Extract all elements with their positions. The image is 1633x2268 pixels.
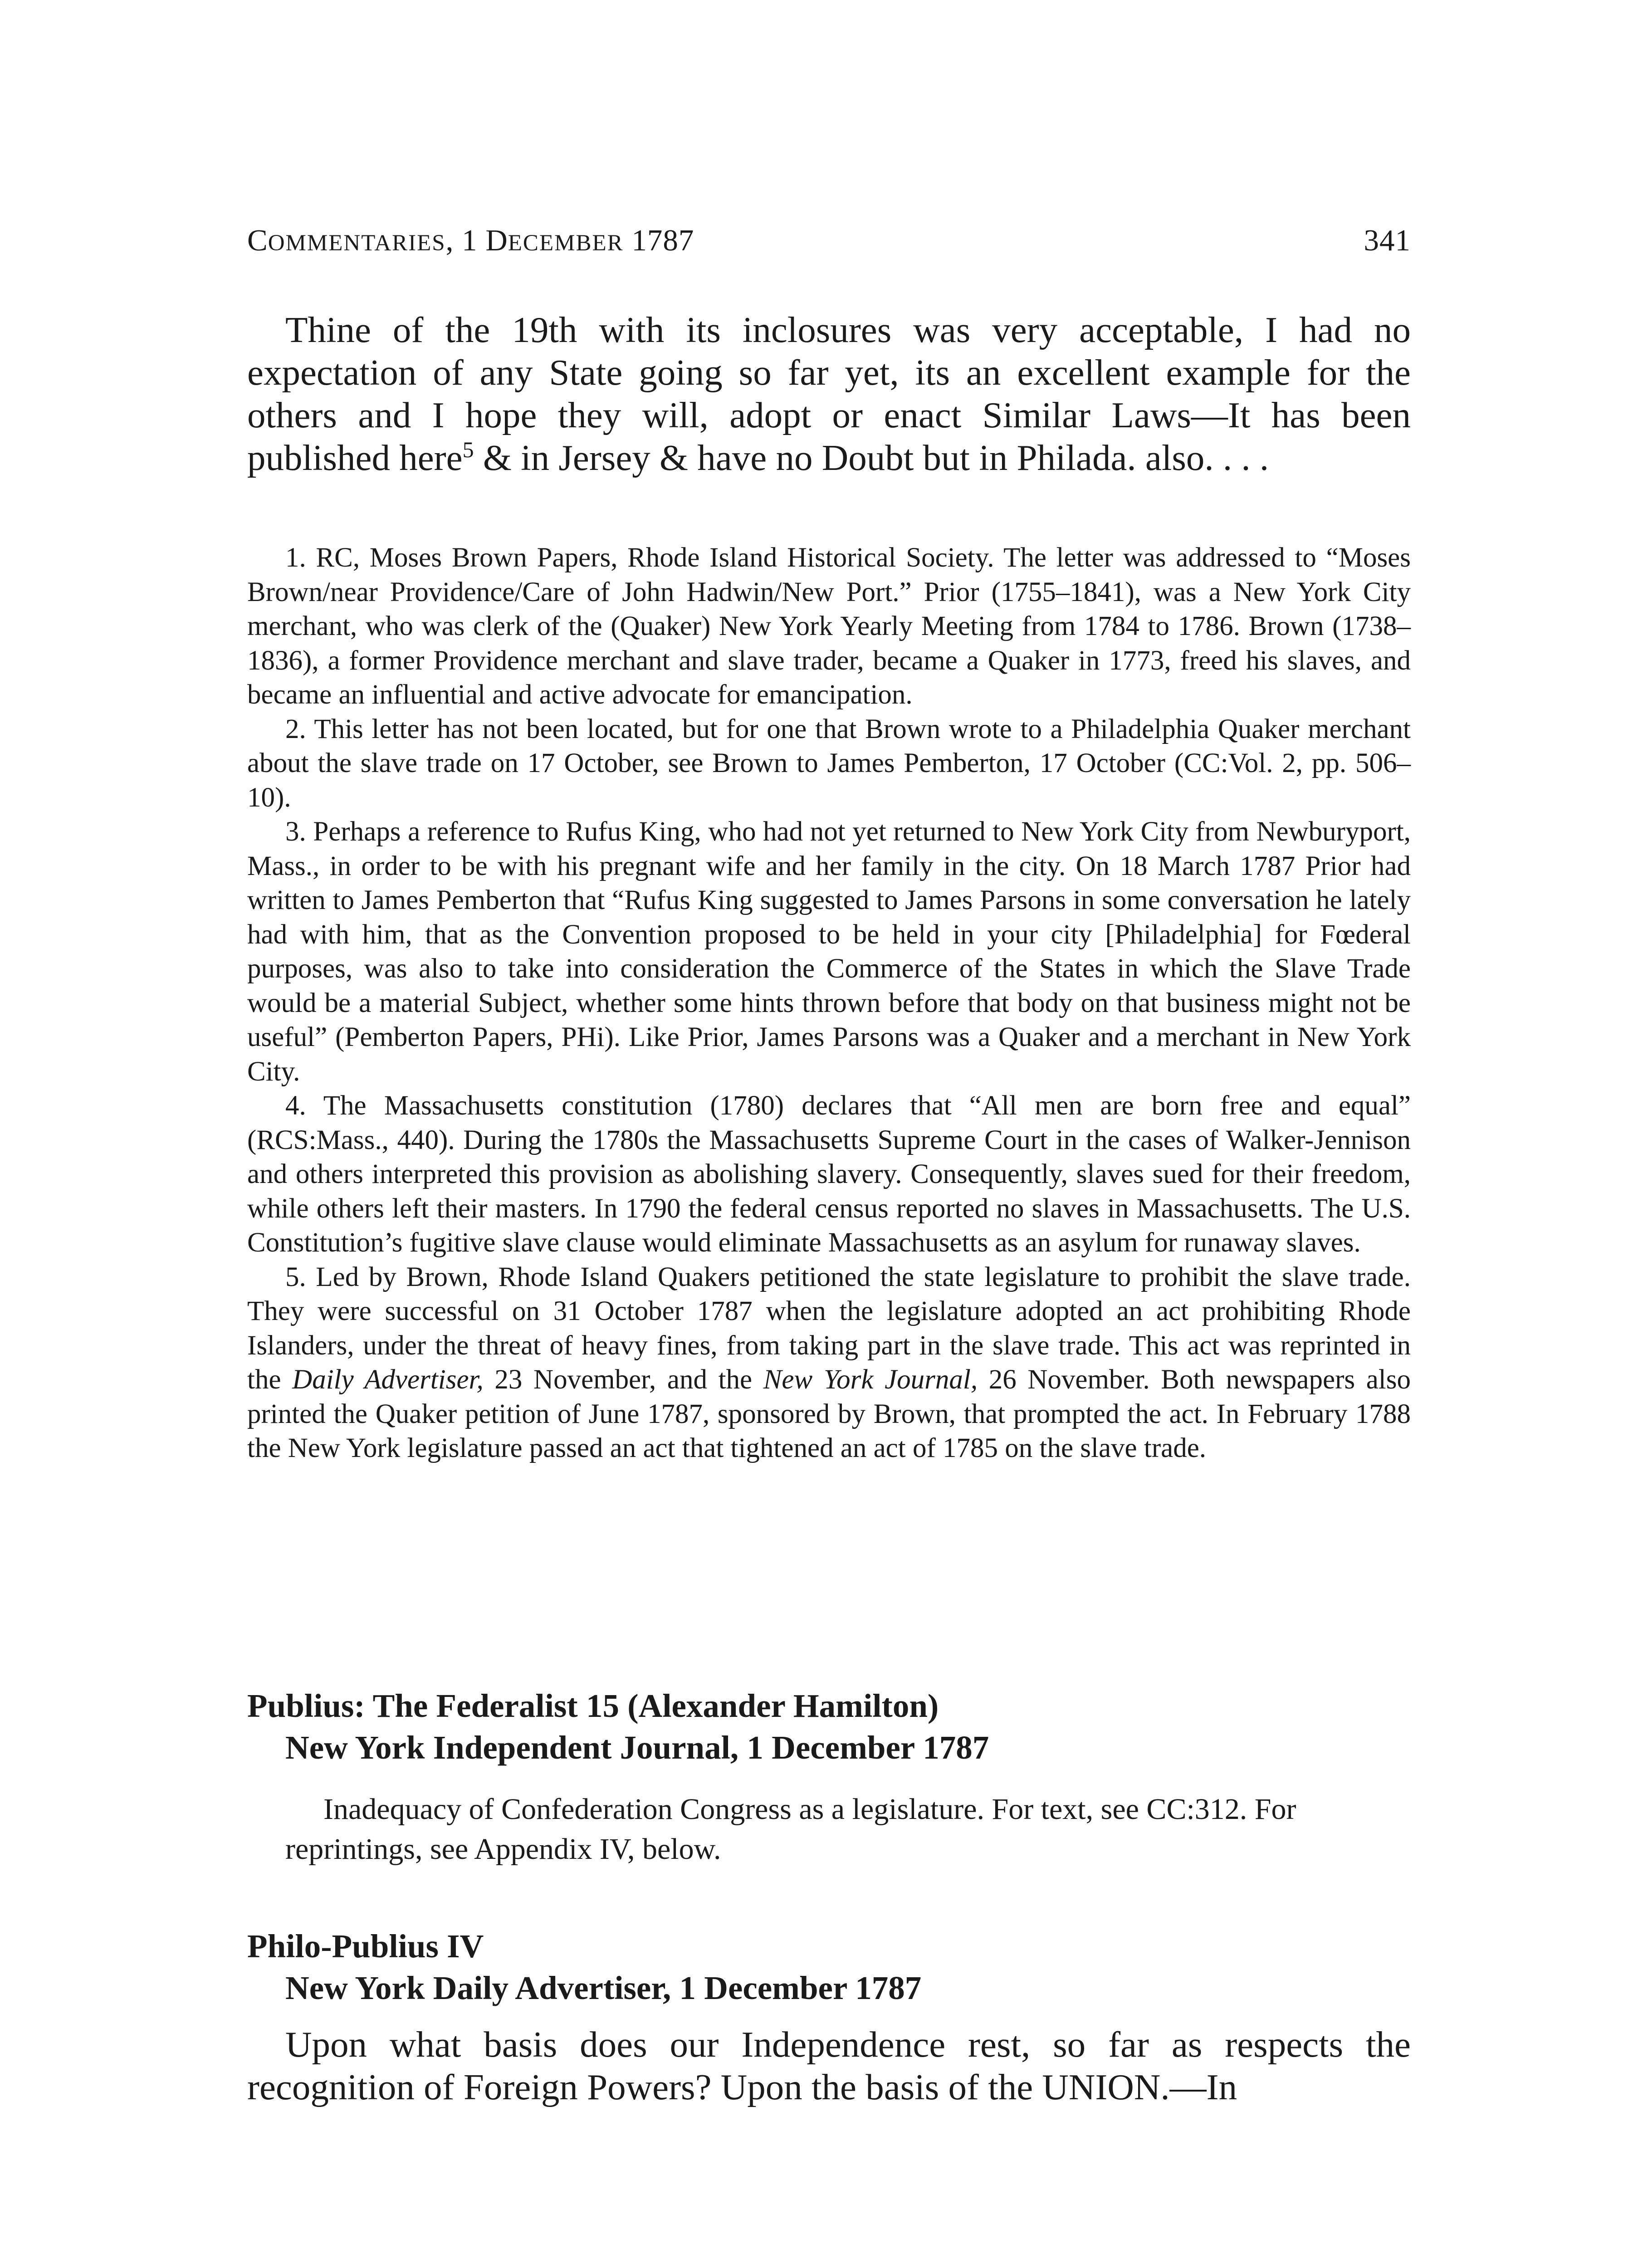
publius-heading — [247, 1685, 1411, 1769]
philo-publius-heading — [247, 1926, 1411, 2009]
publius-title: Publius: The Federalist 15 (Alexander Hamilton) — [247, 1687, 939, 1724]
section-title: COMMENTARIES, 1 DECEMBER 1787 — [247, 224, 694, 257]
footnotes — [247, 541, 1411, 1466]
letter-excerpt — [247, 308, 1411, 479]
publius-source: New York Independent Journal, 1 December 1787 — [285, 1729, 989, 1766]
footnote-4: 4. The Massachusetts constitution (1780) declares that “All men are born free and equal” (RCS:Mass., 440). During the 1780s the Massachusetts Supreme Court in the cases of Walker-Jennison and others interpreted this provision as abolishing slavery. Consequently, slaves sued for their freedom, while others left their masters. In 1790 the federal census reported no slaves in Massachusetts. The U.S. Constitution’s fugitive slave clause would eliminate Massachusetts as an asylum for runaway slaves. — [247, 1090, 1411, 1258]
footnote-3: 3. Perhaps a reference to Rufus King, who had not yet returned to New York City from Newburyport, Mass., in order to be with his pregnant wife and her family in the city. On 18 March 1787 Prior had written to James Pemberton that “Rufus King suggested to James Parsons in some conversation he lately had with him, that as the Convention proposed to be held in your city [Philadelphia] for Fœderal purposes, was also to take into consideration the Commerce of the States in which the Slave Trade would be a material Subject, whether some hints thrown before that body on that business might not be useful” (Pemberton Papers, PHi). Like Prior, James Parsons was a Quaker and a merchant in New York City. — [247, 816, 1411, 1087]
letter-text-after: & in Jersey & have no Doubt but in Philada. also. . . . — [474, 437, 1269, 478]
footnote-2: 2. This letter has not been located, but for one that Brown wrote to a Philadelphia Quaker merchant about the slave trade on 17 October, see Brown to James Pemberton, 17 October (CC:Vol. 2, pp. 506–10). — [247, 714, 1411, 813]
page-number: 341 — [1364, 224, 1411, 257]
footnote-1: 1. RC, Moses Brown Papers, Rhode Island Historical Society. The letter was addressed to “Moses Brown/near Providence/Care of John Hadwin/New Port.” Prior (1755–1841), was a New York City merchant, who was clerk of the (Quaker) New York Yearly Meeting from 1784 to 1786. Brown (1738–1836), a former Providence merchant and slave trader, became a Quaker in 1773, freed his slaves, and became an influential and active advocate for emancipation. — [247, 543, 1411, 710]
philo-publius-source: New York Daily Advertiser, 1 December 1787 — [285, 1970, 922, 2006]
letter-text-before: Thine of the 19th with its inclosures was very acceptable, I had no expectation of any State going so far yet, its an excellent example for the others and I hope they will, adopt or enact Similar Laws—It has been published here — [247, 309, 1411, 478]
running-head — [247, 222, 1411, 261]
philo-publius-text: Upon what basis does our Independence rest, so far as respects the recognition of Foreign Powers? Upon the basis of the UNION.—In — [247, 2024, 1411, 2107]
newspaper-title: Daily Advertiser, — [292, 1364, 484, 1395]
publius-summary: Inadequacy of Confederation Congress as a legislature. For text, see CC:312. For reprintings, see Appendix IV, below. — [285, 1793, 1296, 1866]
newspaper-title: New York Journal, — [763, 1364, 978, 1395]
footnote-reference: 5 — [462, 437, 474, 462]
philo-publius-title: Philo-Publius IV — [247, 1928, 484, 1965]
footnote-5: 5. Led by Brown, Rhode Island Quakers petitioned the state legislature to prohibit the slave trade. They were successful on 31 October 1787 when the legislature adopted an act prohibiting Rhode Islanders, under the threat of heavy fines, from taking part in the slave trade. This act was reprinted in the Daily Advertiser, 23 November, and the New York Journal, 26 November. Both newspapers also printed the Quaker petition of June 1787, sponsored by Brown, that prompted the act. In February 1788 the New York legislature passed an act that tightened an act of 1785 on the slave trade. — [247, 1261, 1411, 1463]
